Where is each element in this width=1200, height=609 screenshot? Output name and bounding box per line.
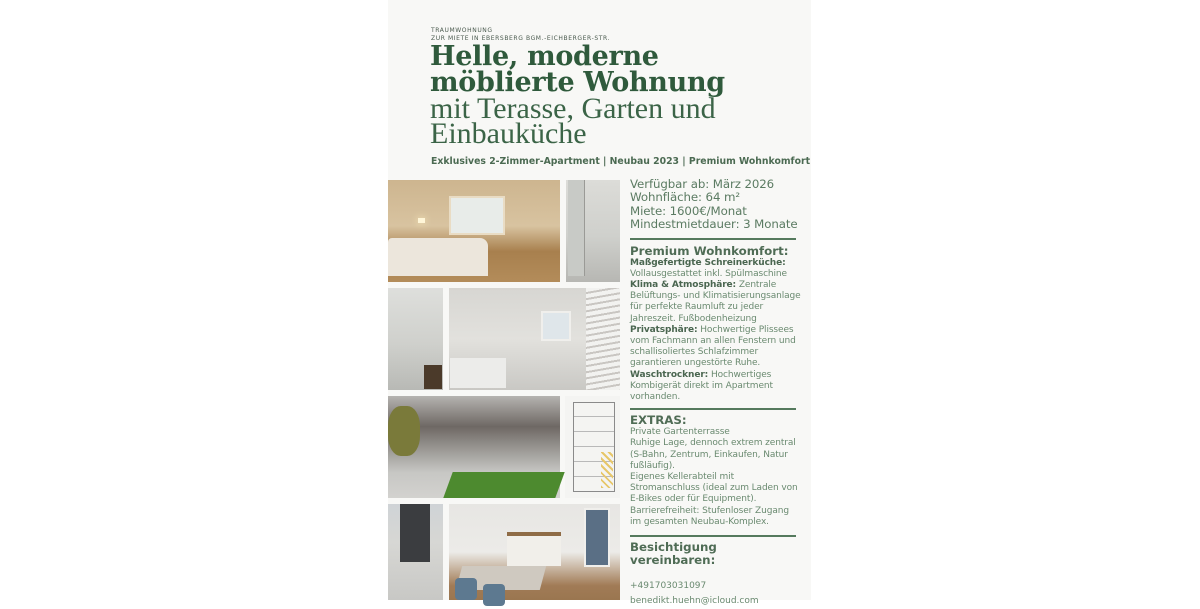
extras-item: Barrierefreiheit: Stufenloser Zugang im gesamten Neubau-Komplex. [630,505,789,527]
premium-item-text: Zentrale Belüftungs- und Klimatisierungsanlage für perfekte Raumluft zu jeder Jahreszeit. Fußbodenheizung [630,280,801,324]
window-shape [541,311,571,341]
premium-item-label: Maßgefertigte Schreinerküche: [630,257,786,268]
extras-title: EXTRAS: [630,413,687,428]
lamp-shape [418,218,425,223]
fact-area: Wohnfläche: 64 m² [630,190,741,205]
premium-item [630,370,802,404]
divider [630,238,796,240]
title-bold-line-1: Helle, moderne [430,41,659,72]
kicker-line-1: TRAUMWOHNUNG [431,27,493,34]
bedroom-photo [388,180,560,282]
premium-item [630,325,802,370]
hallway-mirror-photo [566,180,620,282]
premium-item-label: Klima & Atmosphäre: [630,280,737,291]
fact-rent: Miete: 1600€/Monat [630,203,747,218]
mirror-shape [568,180,585,276]
premium-item [630,280,802,325]
contact-phone[interactable]: +491703031097 [630,581,707,592]
tree-shape [388,406,420,456]
bed-shape [388,238,488,276]
extras-item: Private Gartenterrasse [630,427,730,438]
contact-email[interactable]: benedikt.huehn@icloud.com [630,596,759,607]
radiator-shape [586,288,620,390]
extras-item: Ruhige Lage, dennoch extrem zentral (S-Bahn, Zentrum, Einkaufen, Natur fußläufig). [630,438,796,471]
fact-available: Verfügbar ab: März 2026 [630,177,775,191]
kitchen-dining-photo [449,504,620,600]
premium-item-label: Privatsphäre: [630,324,698,335]
bench-shape [424,365,442,389]
garden-terrace-photo [388,396,560,498]
kitchen-cabinet-shape [507,532,561,566]
divider [630,535,796,537]
hallway-photo [388,288,443,390]
title-bold-line-2: möblierte Wohnung [430,67,725,98]
extras-item: Eigenes Kellerabteil mit Stromanschluss (ideal zum Laden von E-Bikes oder für Equipment). [630,472,798,505]
contact-title: Besichtigung vereinbaren: [630,540,717,568]
subline: Exklusives 2-Zimmer-Apartment | Neubau 2023 | Premium Wohnkomfort [431,156,811,167]
info-column [630,178,802,609]
building-exterior-photo [388,504,443,600]
window-shape [449,196,505,235]
premium-title: Premium Wohnkomfort: [630,243,789,258]
bathroom-photo [449,288,620,390]
title-light-line-1: mit Terasse, Garten und [430,92,716,125]
chair-shape [455,578,477,600]
fact-min-duration: Mindestmietdauer: 3 Monate [630,217,798,232]
key-facts [630,178,802,232]
premium-item-text: Hochwertige Plissees vom Fachmann an allen Fenstern und schallisoliertes Schlafzimmer garantieren ungestörte Ruhe. [630,324,796,369]
balcony-shape [400,504,430,562]
flyer-page [388,0,811,607]
premium-item-text: Hochwertiges Kombigerät direkt im Apartment vorhanden. [630,369,773,403]
extras-section [630,414,802,528]
chair-shape [483,584,505,606]
title-bold [430,41,810,98]
window-shape [584,508,610,567]
title-light-line-2: Einbauküche [430,117,587,150]
premium-item-text: Vollausgestattet inkl. Spülmaschine [630,268,787,279]
kicker [431,27,610,42]
kicker-line-2: ZUR MIETE IN EBERSBERG BGM.-EICHBERGER-STR. [431,34,611,42]
plan-hatch [601,452,613,488]
premium-item [630,258,802,280]
lawn-shape [443,472,564,498]
premium-section [630,245,802,404]
divider [630,408,796,410]
contact-section [630,541,802,609]
washing-machine-shape [450,358,506,388]
floor-plan-photo [565,396,620,498]
title-light [430,92,810,150]
premium-item-label: Waschtrockner: [630,369,709,380]
